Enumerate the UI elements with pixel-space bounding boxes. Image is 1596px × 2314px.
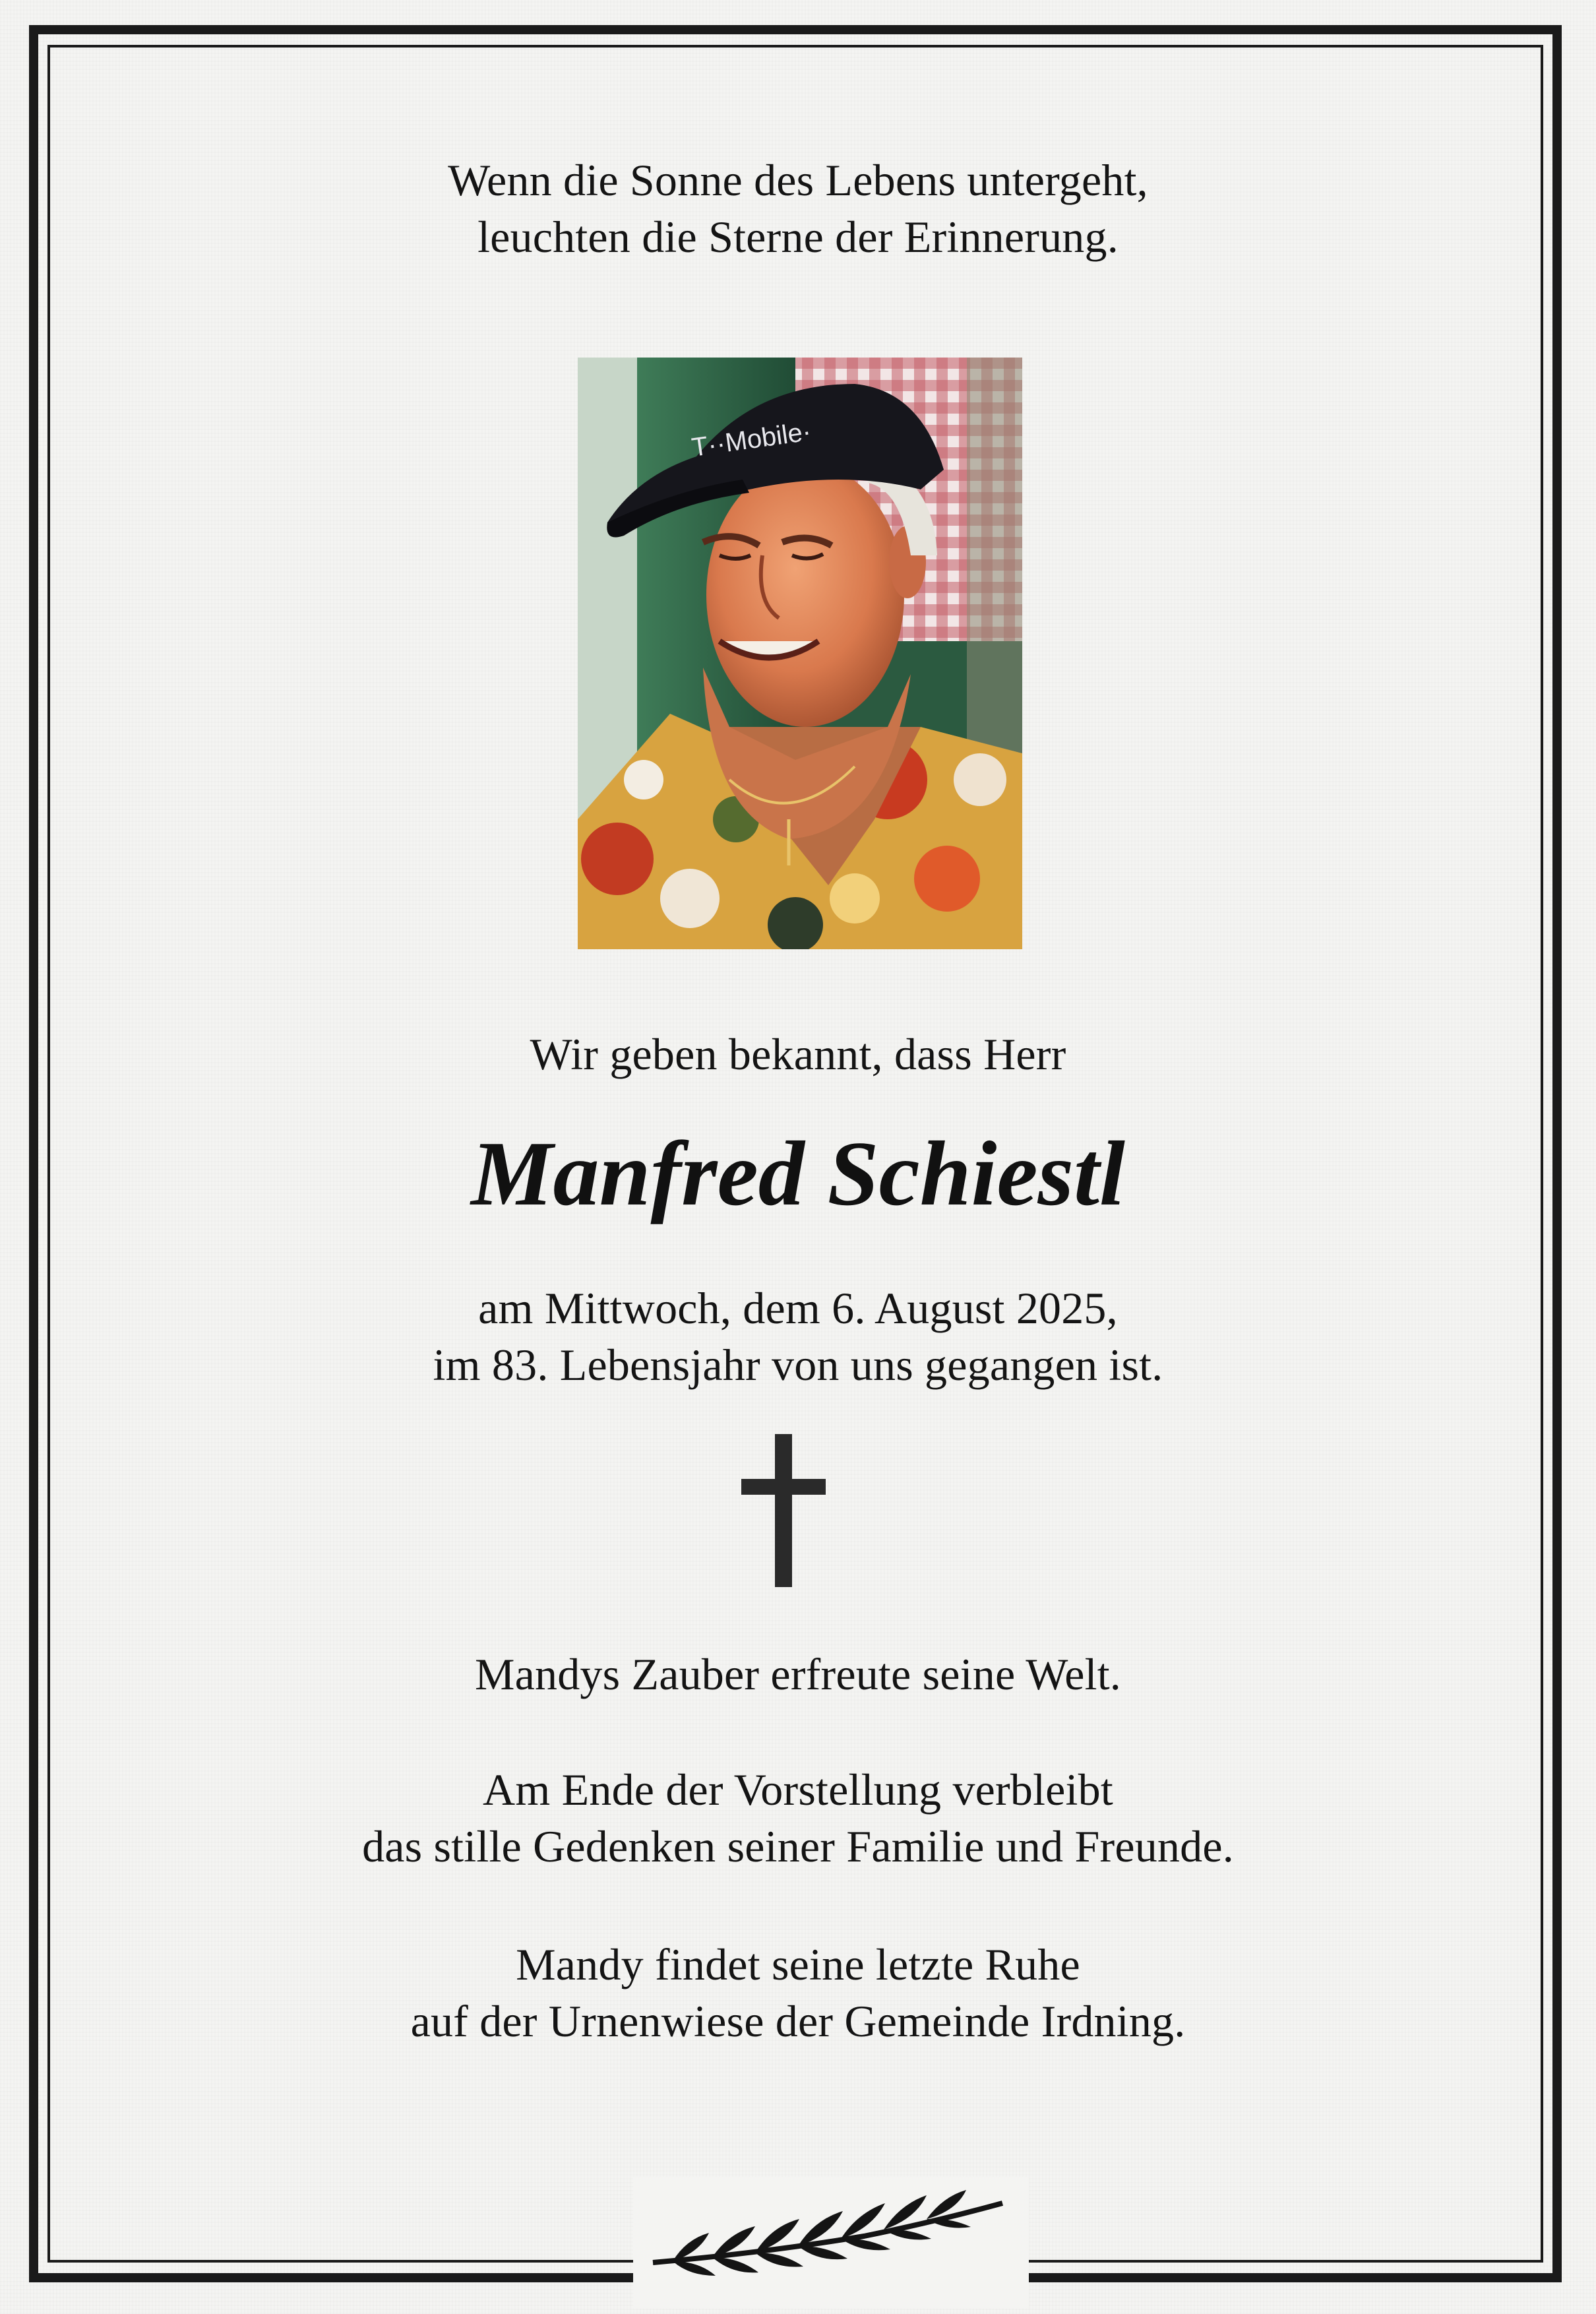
deceased-name: Manfred Schiestl [471,1123,1125,1225]
resting-line-1: Mandy findet seine letzte Ruhe [516,1939,1080,1989]
quote-line-2: leuchten die Sterne der Erinnerung. [477,212,1119,262]
death-details [0,1280,1596,1393]
opening-quote [0,152,1596,265]
quote-line-1: Wenn die Sonne des Lebens untergeht, [448,155,1148,205]
cross-icon [739,1431,831,1590]
portrait-photo [578,358,1022,949]
intro-line: Wir geben bekannt, dass Herr [530,1029,1066,1079]
magic-line: Mandys Zauber erfreute seine Welt. [474,1649,1122,1699]
remembrance-line-1: Am Ende der Vorstellung verbleibt [483,1765,1113,1815]
remembrance-message [0,1761,1596,1875]
resting-place-message [0,1936,1596,2049]
resting-line-2: auf der Urnenwiese der Gemeinde Irdning. [410,1996,1186,2046]
remembrance-line-2: das stille Gedenken seiner Familie und Freunde. [362,1821,1234,1871]
palm-branch-icon [633,2177,1029,2309]
magic-message [0,1646,1596,1703]
age-line: im 83. Lebensjahr von uns gegangen ist. [433,1340,1163,1390]
cap-logo-text: T··Mobile· [690,416,813,462]
announcement-intro [0,1026,1596,1082]
date-line: am Mittwoch, dem 6. August 2025, [478,1283,1118,1333]
